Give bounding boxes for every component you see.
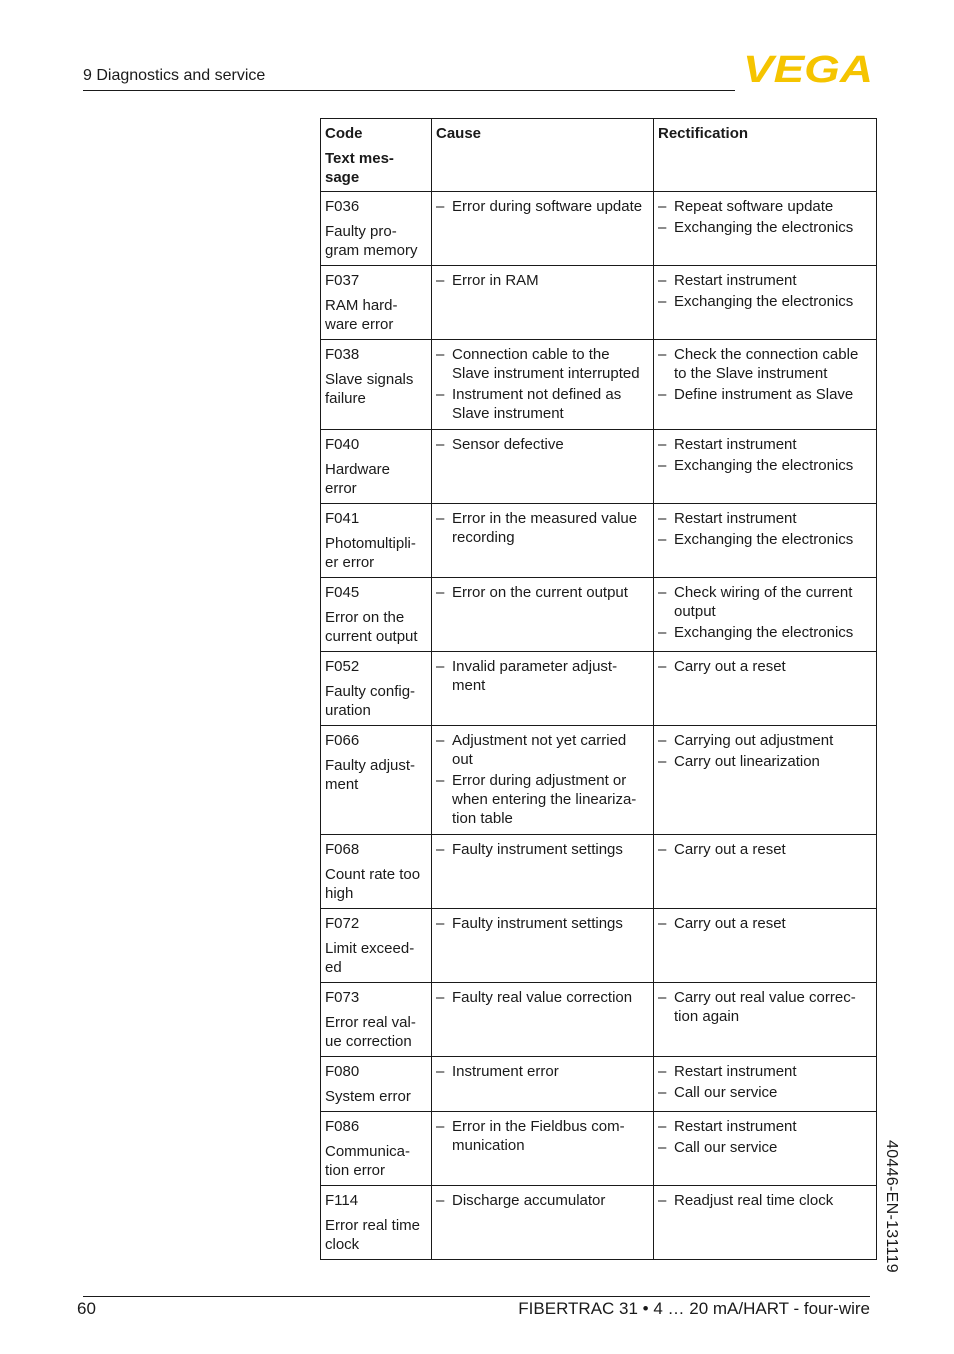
rectification-item: – Exchanging the electronics <box>658 292 872 311</box>
code-cell <box>321 1112 432 1186</box>
rectification-item: – Call our service <box>658 1083 872 1102</box>
table-row <box>321 340 877 430</box>
error-code: F073 <box>325 989 360 1006</box>
rectification-cell <box>654 835 877 909</box>
code-cell <box>321 1186 432 1260</box>
table-row <box>321 835 877 909</box>
cause-list <box>436 435 649 454</box>
rectification-cell <box>654 652 877 726</box>
code-cell <box>321 340 432 430</box>
code-cell <box>321 835 432 909</box>
cause-list <box>436 840 649 859</box>
rectification-item: – Exchanging the electronics <box>658 530 872 549</box>
rectification-list <box>658 583 872 642</box>
rectification-list <box>658 988 872 1026</box>
code-cell <box>321 726 432 835</box>
text-message: Error real time clock <box>325 1217 421 1253</box>
cause-item: – Instrument error <box>436 1062 649 1081</box>
rectification-item: – Carrying out adjustment <box>658 731 872 750</box>
rectification-cell <box>654 504 877 578</box>
rectification-item: – Carry out a reset <box>658 914 872 933</box>
error-code: F040 <box>325 436 360 453</box>
text-message: Photomultipli- er error <box>325 535 416 571</box>
cause-list <box>436 271 649 290</box>
code-cell <box>321 983 432 1057</box>
text-message: Hardware error <box>325 461 391 497</box>
cause-cell <box>432 909 654 983</box>
rectification-item: – Check wiring of the current output <box>658 583 872 621</box>
text-message: Error on the current output <box>325 609 418 645</box>
rectification-item: – Carry out a reset <box>658 840 872 859</box>
cause-list <box>436 657 649 695</box>
rectification-list <box>658 1062 872 1102</box>
code-cell <box>321 652 432 726</box>
error-code: F041 <box>325 510 360 527</box>
logo-text: VEGA <box>743 52 873 84</box>
section-title: 9 Diagnostics and service <box>83 67 266 84</box>
error-code: F086 <box>325 1118 360 1135</box>
cause-item: – Invalid parameter adjust- ment <box>436 657 649 695</box>
product-title: FIBERTRAC 31 • 4 … 20 mA/HART - four-wire <box>518 1299 870 1318</box>
cause-list <box>436 1191 649 1210</box>
cause-item: – Faulty instrument settings <box>436 914 649 933</box>
table-row <box>321 726 877 835</box>
cause-item: – Error during software update <box>436 197 649 216</box>
error-code: F037 <box>325 272 360 289</box>
header-rectification: Rectification <box>654 119 877 192</box>
cause-list <box>436 1062 649 1081</box>
code-cell <box>321 192 432 266</box>
error-code: F045 <box>325 584 360 601</box>
rectification-item: – Define instrument as Slave <box>658 385 872 404</box>
table-row <box>321 578 877 652</box>
cause-list <box>436 988 649 1007</box>
rectification-list <box>658 657 872 676</box>
diagnostics-table <box>320 118 877 1260</box>
cause-item: – Error in RAM <box>436 271 649 290</box>
rectification-cell <box>654 430 877 504</box>
cause-cell <box>432 1186 654 1260</box>
rectification-list <box>658 840 872 859</box>
cause-item: – Instrument not defined as Slave instrument <box>436 385 649 423</box>
cause-item: – Adjustment not yet carried out <box>436 731 649 769</box>
rectification-item: – Carry out a reset <box>658 657 872 676</box>
error-code: F072 <box>325 915 360 932</box>
rectification-cell <box>654 1057 877 1112</box>
cause-cell <box>432 983 654 1057</box>
rectification-list <box>658 345 872 404</box>
rectification-item: – Exchanging the electronics <box>658 456 872 475</box>
table-row <box>321 430 877 504</box>
rectification-cell <box>654 983 877 1057</box>
rectification-cell <box>654 192 877 266</box>
rectification-item: – Call our service <box>658 1138 872 1157</box>
text-message: System error <box>325 1088 411 1105</box>
rectification-cell <box>654 726 877 835</box>
rectification-list <box>658 509 872 549</box>
header-code-label: Code <box>325 125 363 142</box>
error-code: F036 <box>325 198 360 215</box>
cause-cell <box>432 266 654 340</box>
cause-cell <box>432 652 654 726</box>
rectification-list <box>658 1191 872 1210</box>
cause-item: – Error on the current output <box>436 583 649 602</box>
header-code <box>321 119 432 192</box>
code-cell <box>321 266 432 340</box>
page-number: 60 <box>77 1299 96 1318</box>
cause-item: – Sensor defective <box>436 435 649 454</box>
cause-list <box>436 1117 649 1155</box>
cause-cell <box>432 430 654 504</box>
cause-cell <box>432 1112 654 1186</box>
code-cell <box>321 504 432 578</box>
text-message: Faulty config- uration <box>325 683 416 719</box>
rectification-cell <box>654 1186 877 1260</box>
rectification-cell <box>654 909 877 983</box>
cause-list <box>436 197 649 216</box>
text-message: Count rate too high <box>325 866 421 902</box>
error-code: F068 <box>325 841 360 858</box>
footer-divider <box>83 1296 870 1297</box>
rectification-item: – Exchanging the electronics <box>658 218 872 237</box>
rectification-cell <box>654 578 877 652</box>
rectification-item: – Exchanging the electronics <box>658 623 872 642</box>
cause-list <box>436 731 649 828</box>
error-code: F038 <box>325 346 360 363</box>
rectification-list <box>658 197 872 237</box>
error-code: F066 <box>325 732 360 749</box>
rectification-list <box>658 435 872 475</box>
code-cell <box>321 1057 432 1112</box>
rectification-cell <box>654 340 877 430</box>
cause-item: – Faulty instrument settings <box>436 840 649 859</box>
document-id: 40446-EN-131119 <box>883 1140 900 1273</box>
code-cell <box>321 430 432 504</box>
text-message: Faulty pro- gram memory <box>325 223 418 259</box>
rectification-item: – Readjust real time clock <box>658 1191 872 1210</box>
text-message: Communica- tion error <box>325 1143 411 1179</box>
cause-item: – Error in the measured value recording <box>436 509 649 547</box>
table-row <box>321 1186 877 1260</box>
table-header-row <box>321 119 877 192</box>
cause-cell <box>432 578 654 652</box>
rectification-item: – Check the connection cable to the Slave instrument <box>658 345 872 383</box>
error-code: F114 <box>325 1192 359 1209</box>
cause-cell <box>432 340 654 430</box>
table-row <box>321 652 877 726</box>
code-cell <box>321 909 432 983</box>
header-divider <box>83 90 735 91</box>
text-message: Faulty adjust- ment <box>325 757 416 793</box>
vega-logo <box>742 52 874 84</box>
cause-item: – Connection cable to the Slave instrument interrupted <box>436 345 649 383</box>
text-message: RAM hard- ware error <box>325 297 398 333</box>
cause-list <box>436 914 649 933</box>
rectification-cell <box>654 266 877 340</box>
code-cell <box>321 578 432 652</box>
rectification-item: – Repeat software update <box>658 197 872 216</box>
rectification-list <box>658 731 872 771</box>
header-cause: Cause <box>432 119 654 192</box>
table-row <box>321 504 877 578</box>
cause-item: – Faulty real value correction <box>436 988 649 1007</box>
text-message: Limit exceed- ed <box>325 940 415 976</box>
rectification-cell <box>654 1112 877 1186</box>
rectification-item: – Restart instrument <box>658 509 872 528</box>
cause-item: – Error in the Fieldbus com- munication <box>436 1117 649 1155</box>
table-row <box>321 983 877 1057</box>
rectification-item: – Restart instrument <box>658 1117 872 1136</box>
cause-cell <box>432 1057 654 1112</box>
cause-cell <box>432 192 654 266</box>
rectification-list <box>658 271 872 311</box>
cause-item: – Error during adjustment or when entering the lineariza- tion table <box>436 771 649 828</box>
cause-list <box>436 583 649 602</box>
cause-cell <box>432 835 654 909</box>
header-text-message: Text mes- sage <box>325 150 394 186</box>
error-code: F052 <box>325 658 360 675</box>
rectification-item: – Carry out linearization <box>658 752 872 771</box>
table-row <box>321 192 877 266</box>
error-code: F080 <box>325 1063 360 1080</box>
cause-cell <box>432 726 654 835</box>
cause-list <box>436 509 649 547</box>
rectification-list <box>658 914 872 933</box>
cause-item: – Discharge accumulator <box>436 1191 649 1210</box>
rectification-list <box>658 1117 872 1157</box>
table-row <box>321 1112 877 1186</box>
cause-list <box>436 345 649 423</box>
rectification-item: – Restart instrument <box>658 1062 872 1081</box>
cause-cell <box>432 504 654 578</box>
table-row <box>321 266 877 340</box>
rectification-item: – Restart instrument <box>658 435 872 454</box>
text-message: Slave signals failure <box>325 371 414 407</box>
table-row <box>321 1057 877 1112</box>
table-row <box>321 909 877 983</box>
rectification-item: – Carry out real value correc- tion again <box>658 988 872 1026</box>
text-message: Error real val- ue correction <box>325 1014 416 1050</box>
rectification-item: – Restart instrument <box>658 271 872 290</box>
